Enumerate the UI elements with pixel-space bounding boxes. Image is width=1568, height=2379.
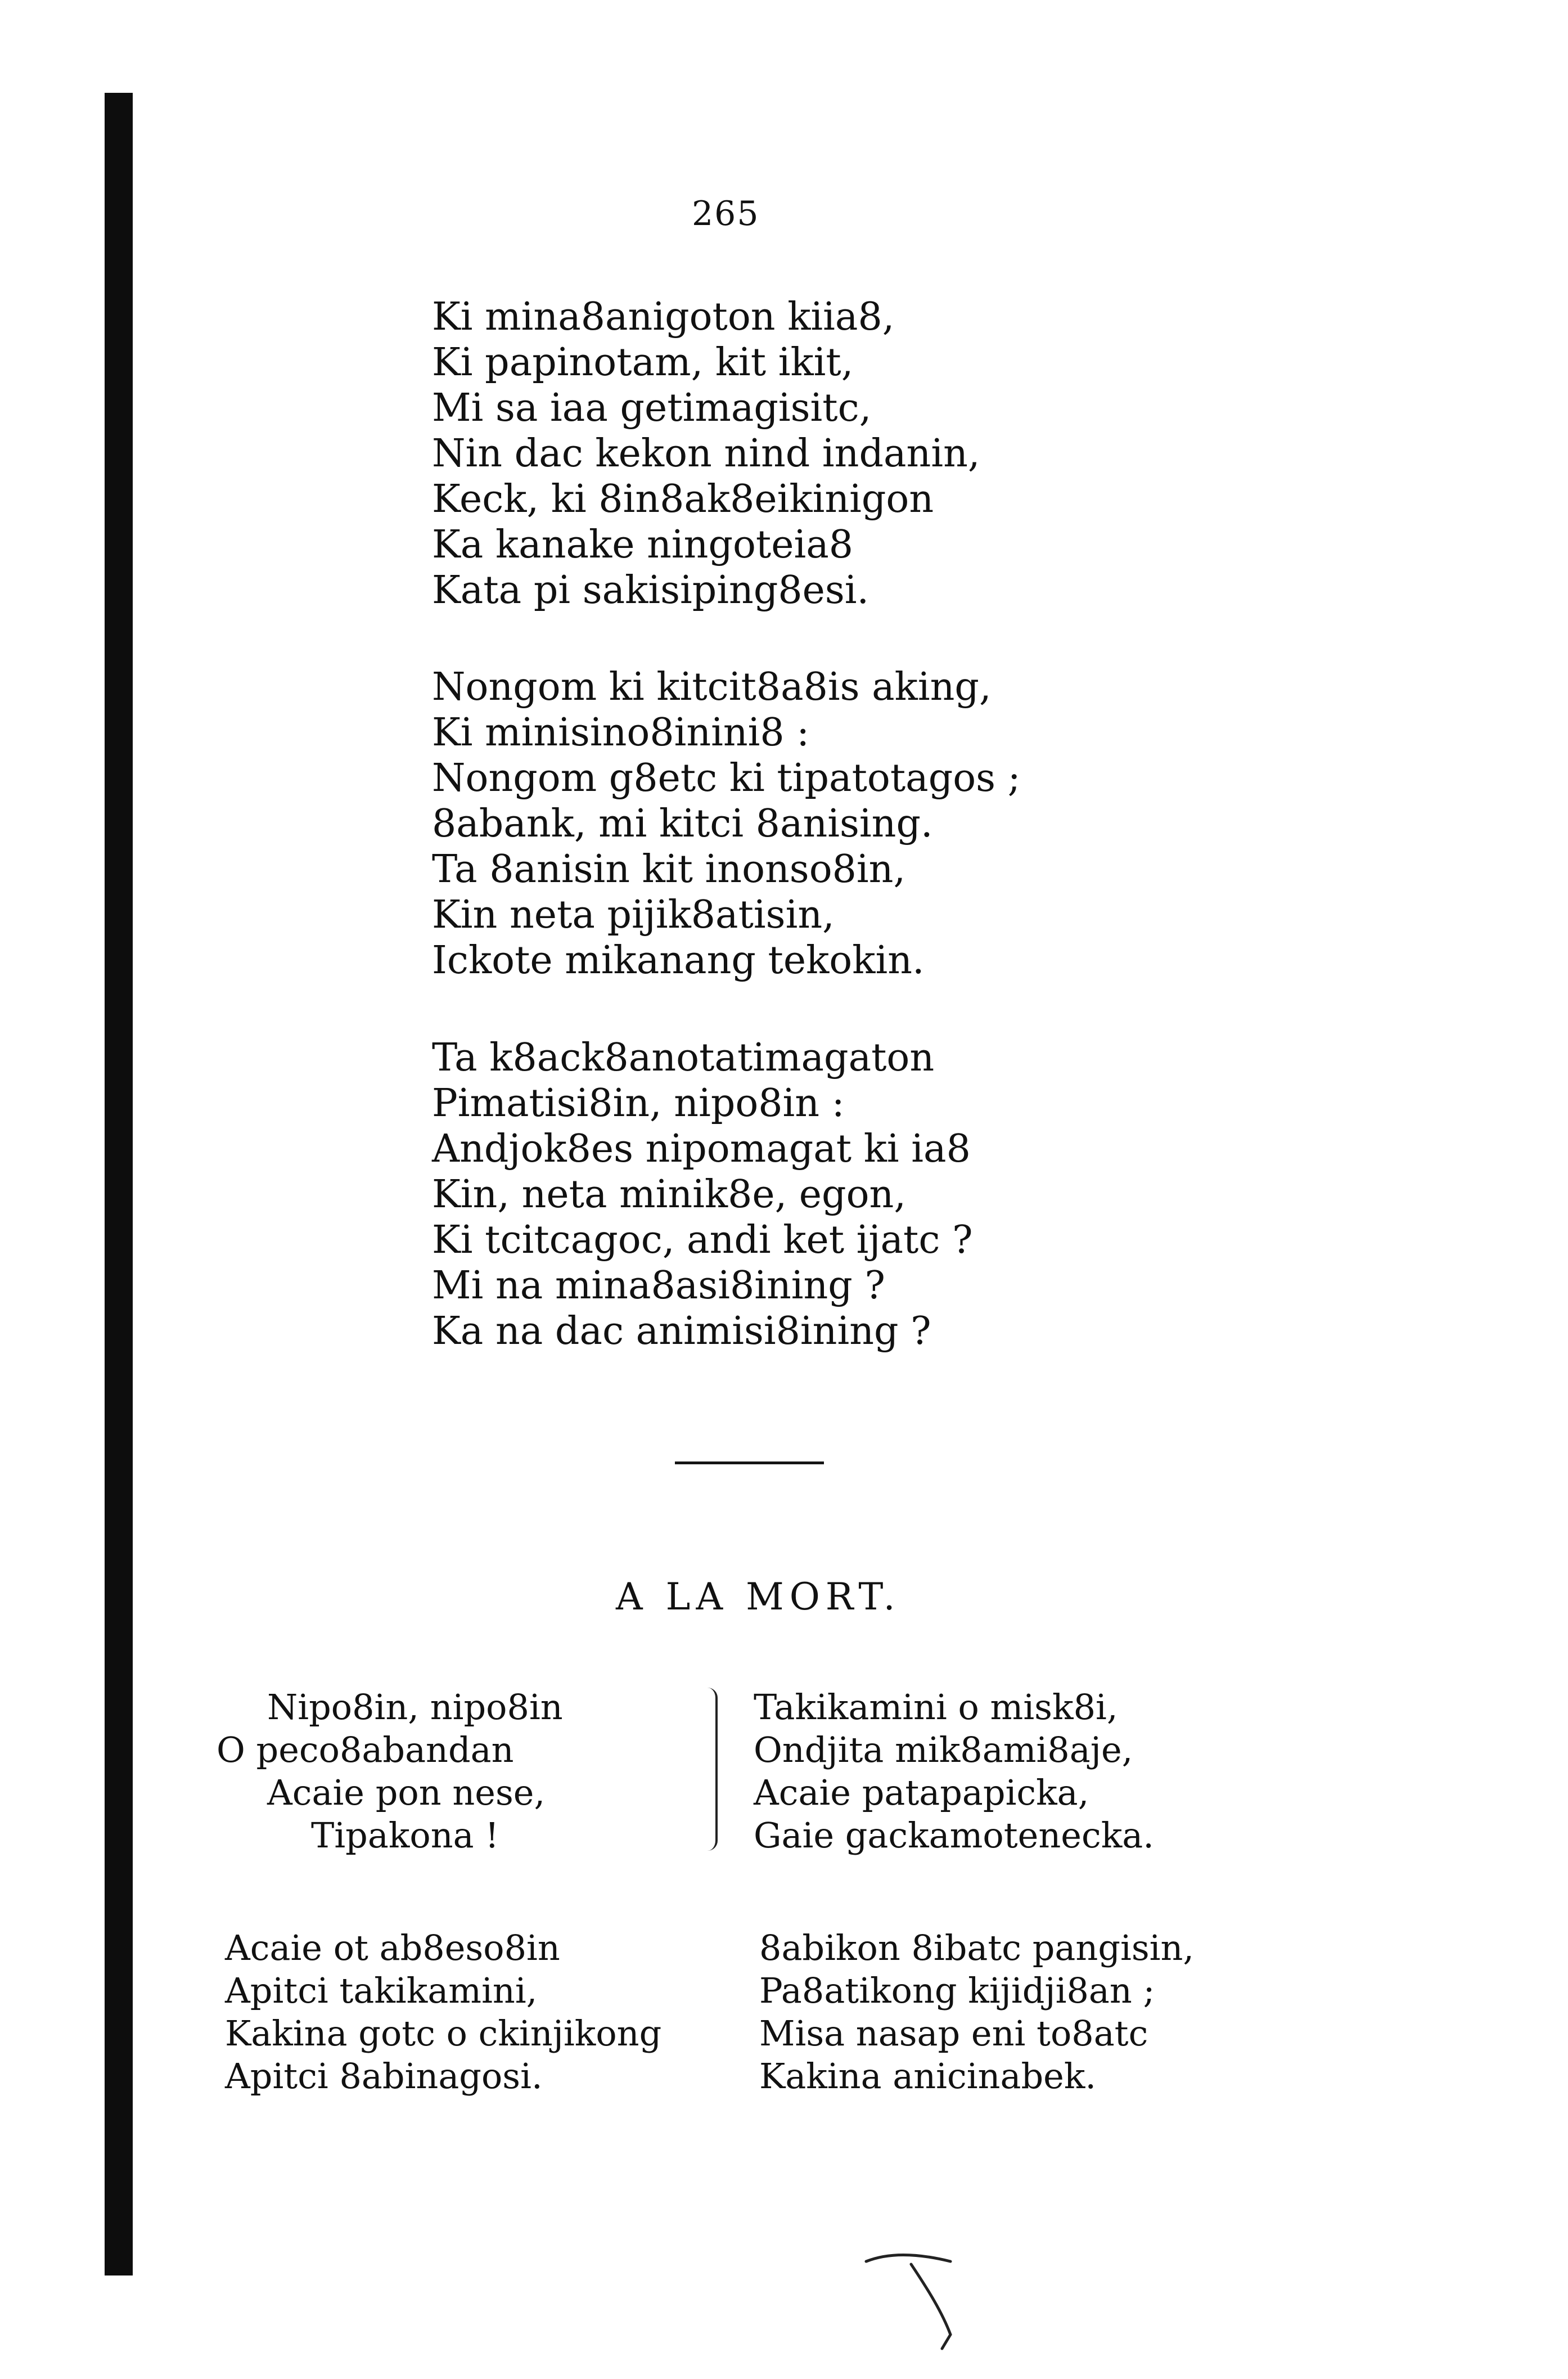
refrain-line: Acaie patapapicka, [754, 1772, 1089, 1813]
stanza-3 [432, 1035, 973, 1354]
refrain-line: Takikamini o misk8i, [754, 1687, 1118, 1728]
binding-edge [105, 93, 133, 2275]
poem-line: Mi na mina8asi8ining ? [432, 1263, 885, 1308]
poem-line: Ickote mikanang tekokin. [432, 938, 925, 983]
poem-line: 8abank, mi kitci 8anising. [432, 802, 933, 846]
poem-line: Ka na dac animisi8ining ? [432, 1309, 931, 1353]
verse-line: Kakina anicinabek. [759, 2056, 1097, 2097]
refrain-line: Gaie gackamotenecka. [754, 1815, 1154, 1856]
verse-line: Pa8atikong kijidji8an ; [759, 1970, 1155, 2011]
poem-line: Ta k8ack8anotatimagaton [432, 1036, 935, 1080]
refrain-line: Nipo8in, nipo8in [267, 1687, 563, 1728]
poem-line: Nin dac kekon nind indanin, [432, 431, 980, 476]
refrain-right-column [754, 1686, 1204, 1857]
stanza-2 [432, 664, 1021, 983]
section-title: A LA MORT. [616, 1575, 901, 1618]
poem-line: Ki tcitcagoc, andi ket ijatc ? [432, 1218, 973, 1262]
poem-line: Andjok8es nipomagat ki ia8 [432, 1127, 971, 1171]
verse-line: Kakina gotc o ckinjikong [225, 2013, 662, 2054]
verse-left-column [225, 1927, 731, 2098]
poem-line: Ka kanake ningoteia8 [432, 523, 854, 567]
section-divider [675, 1461, 824, 1464]
verse-line: Misa nasap eni to8atc [759, 2013, 1148, 2054]
verse-line: Apitci 8abinagosi. [225, 2056, 543, 2097]
poem-line: Ki minisino8inini8 : [432, 710, 810, 755]
refrain-line: Acaie pon nese, [267, 1772, 546, 1813]
refrain-line: Tipakona ! [311, 1815, 499, 1856]
verse-right-column [759, 1927, 1265, 2098]
poem-line: Keck, ki 8in8ak8eikinigon [432, 477, 934, 521]
refrain-left-column [217, 1686, 633, 1857]
poem-line: Pimatisi8in, nipo8in : [432, 1081, 845, 1126]
page-number: 265 [692, 194, 760, 233]
poem-line: Nongom ki kitcit8a8is aking, [432, 665, 992, 709]
poem-line: Kin, neta minik8e, egon, [432, 1172, 906, 1217]
refrain-line: Ondjita mik8ami8aje, [754, 1729, 1133, 1770]
stanza-1 [432, 294, 980, 613]
refrain-line: O peco8abandan [217, 1729, 514, 1770]
poem-line: Ki papinotam, kit ikit, [432, 340, 854, 385]
poem-line: Kata pi sakisiping8esi. [432, 568, 869, 613]
poem-line: Ki mina8anigoton kiia8, [432, 295, 895, 339]
poem-line: Kin neta pijik8atisin, [432, 893, 835, 937]
flourish-ornament-icon [844, 2245, 990, 2351]
poem-line: Mi sa iaa getimagisitc, [432, 386, 872, 430]
poem-line: Nongom g8etc ki tipatotagos ; [432, 756, 1021, 801]
verse-line: Acaie ot ab8eso8in [225, 1927, 560, 1968]
verse-line: 8abikon 8ibatc pangisin, [759, 1927, 1195, 1968]
poem-line: Ta 8anisin kit inonso8in, [432, 847, 906, 892]
verse-line: Apitci takikamini, [225, 1970, 538, 2011]
refrain-brace [703, 1688, 718, 1851]
